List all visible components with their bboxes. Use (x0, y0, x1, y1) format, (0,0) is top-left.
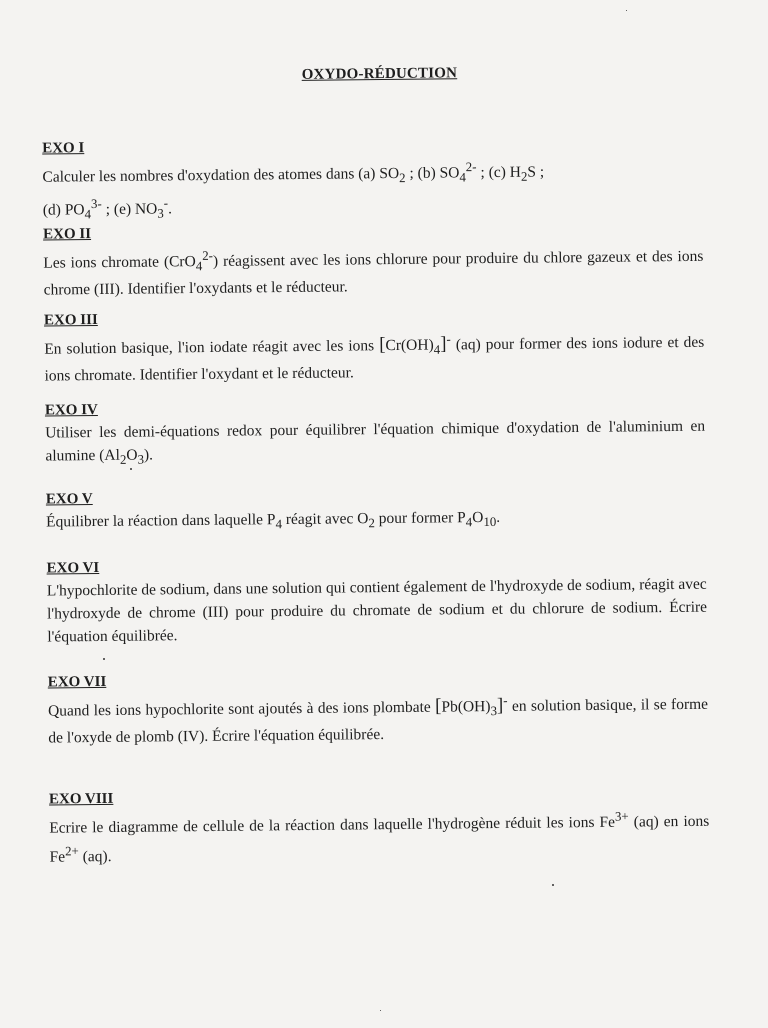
exercise-text: Les ions chromate (CrO$_4^{2-}$) réagissent avec les ions chlorure pour produire du chlore gazeux et des ions chrome (III). Identifier l'oxydants et le réducteur. (43, 247, 704, 299)
scan-speck (626, 10, 627, 11)
exercise-heading: EXO VII (47, 673, 107, 691)
exercise-text: En solution basique, l'ion iodate réagit avec les ions $[Cr(OH)_4]^-$ (aq) pour former des ions iodure et des ions chromate. Identifier l'oxydant et le réducteur. (44, 331, 705, 385)
exercise-heading: EXO IV (44, 401, 98, 419)
exercise-heading: EXO II (42, 226, 92, 243)
exercise-2 (43, 219, 704, 302)
exercise-text: Ecrire le diagramme de cellule de la réaction dans laquelle l'hydrogène réduit les ions $Fe^{3+}$ (aq) en ions $Fe^{2+}$ (aq). (49, 808, 710, 866)
exercise-heading: EXO V (45, 491, 93, 508)
exercise-text: Calculer les nombres d'oxydation des atomes dans (a) $SO_2$ ; (b) $SO_4^{2-}$ ; (c) $H_2S$ ; (d) $PO_4^{3-}$ ; (e) $NO_3^-$. (42, 159, 545, 222)
exercise-7 (48, 667, 709, 750)
scan-speck (552, 884, 554, 886)
exercise-text: Utiliser les demi-équations redox pour équilibrer l'équation chimique d'oxydation de l'aluminium en alumine $(Al_2O_3)$. (45, 417, 706, 467)
exercise-3 (44, 305, 705, 388)
scan-speck (380, 1010, 381, 1011)
exercise-heading: EXO III (43, 311, 98, 329)
exercise-text: Quand les ions hypochlorite sont ajoutés à des ions plombate $[Pb(OH)_3]^-$ en solution basique, il se forme de l'oxyde de plomb (IV). Écrire l'équation équilibrée. (47, 692, 709, 747)
page-title: OXYDO-RÉDUCTION (301, 65, 458, 83)
exercise-5 (46, 484, 706, 538)
exercise-heading: EXO I (42, 140, 85, 157)
exercise-4 (45, 395, 706, 472)
scan-speck (103, 658, 105, 660)
exercise-heading: EXO VIII (48, 790, 114, 808)
exercise-text: L'hypochlorite de sodium, dans une solution qui contient également de l'hydroxyde de sodium, réagit avec l'hydroxyde de chrome (III) pour produire du chromate de sodium et du chlorure de sodium. Écrire l'équation équilibrée. (46, 575, 708, 646)
exercise-text: Équilibrer la réaction dans laquelle $P_4$ réagit avec $O_2$ pour former $P_4O_{10}$. (45, 508, 501, 532)
exercise-8 (49, 784, 710, 869)
exercise-heading: EXO VI (46, 559, 100, 577)
scan-speck (130, 468, 132, 470)
exercise-1 (42, 133, 703, 226)
exercise-6 (46, 553, 707, 649)
